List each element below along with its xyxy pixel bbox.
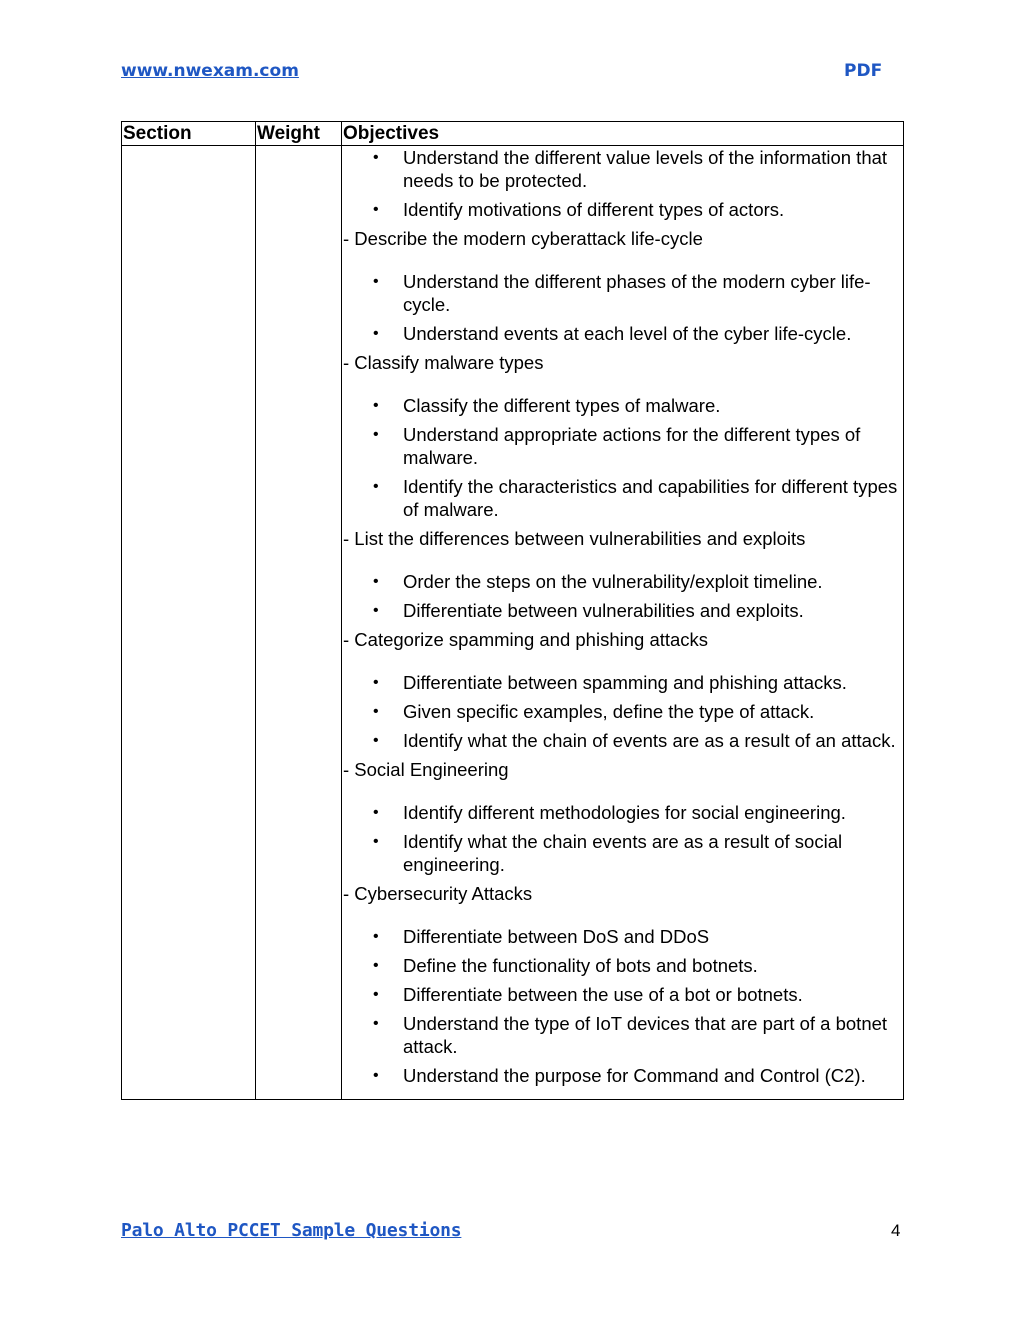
objective-bullet: • Given specific examples, define the type of attack. [342, 700, 903, 723]
objective-bullet-list [342, 570, 903, 622]
objective-bullet: • Identify what the chain of events are as a result of an attack. [342, 729, 903, 752]
section-cell [122, 146, 256, 1100]
objective-bullet: • Understand appropriate actions for the different types of malware. [342, 423, 903, 469]
table-row [122, 146, 904, 1100]
objective-bullet-list [342, 270, 903, 345]
objective-bullet: • Order the steps on the vulnerability/exploit timeline. [342, 570, 903, 593]
page-number: 4 [891, 1221, 901, 1240]
objective-group-title: - List the differences between vulnerabilities and exploits [343, 528, 806, 549]
objective-group-title: - Describe the modern cyberattack life-cycle [343, 228, 703, 249]
objective-group [342, 227, 903, 345]
objective-group [342, 527, 903, 622]
objective-group [342, 758, 903, 876]
objective-groups [342, 227, 903, 1087]
objective-bullet: • Understand the type of IoT devices that are part of a botnet attack. [342, 1012, 903, 1058]
weight-cell [256, 146, 342, 1100]
table-header-row [122, 122, 904, 146]
objective-bullet: • Identify different methodologies for social engineering. [342, 801, 903, 824]
objective-bullet-list [342, 801, 903, 876]
objective-group-title: - Cybersecurity Attacks [343, 883, 533, 904]
objectives-table [121, 121, 904, 1100]
footer-title-link[interactable]: Palo Alto PCCET Sample Questions [121, 1220, 462, 1241]
objective-bullet: • Identify the characteristics and capabilities for different types of malware. [342, 475, 903, 521]
objective-bullet: • Understand the purpose for Command and Control (C2). [342, 1064, 903, 1087]
objective-bullet: • Differentiate between vulnerabilities and exploits. [342, 599, 903, 622]
objective-bullet: • Differentiate between the use of a bot or botnets. [342, 983, 903, 1006]
header-weight: Weight [256, 122, 342, 146]
objective-bullet: • Understand the different value levels of the information that needs to be protected. [342, 146, 903, 192]
objective-group [342, 882, 903, 1087]
objective-bullet: • Differentiate between spamming and phishing attacks. [342, 671, 903, 694]
objectives-cell [342, 146, 904, 1100]
objective-bullet-list [342, 394, 903, 521]
objective-bullet: • Classify the different types of malware. [342, 394, 903, 417]
intro-bullet-list [342, 146, 903, 221]
header-objectives: Objectives [342, 122, 904, 146]
header-section: Section [122, 122, 256, 146]
objective-bullet-list [342, 925, 903, 1087]
objective-bullet: • Differentiate between DoS and DDoS [342, 925, 903, 948]
objective-bullet: • Understand the different phases of the modern cyber life-cycle. [342, 270, 903, 316]
site-link[interactable]: www.nwexam.com [121, 61, 299, 81]
objective-bullet: • Understand events at each level of the cyber life-cycle. [342, 322, 903, 345]
objective-bullet: • Identify what the chain events are as a result of social engineering. [342, 830, 903, 876]
objective-bullet: • Identify motivations of different types of actors. [342, 198, 903, 221]
objective-group-title: - Categorize spamming and phishing attacks [343, 629, 709, 650]
objective-bullet-list [342, 671, 903, 752]
objective-group-title: - Classify malware types [343, 352, 544, 373]
objective-group-title: - Social Engineering [343, 759, 509, 780]
objective-bullet: • Define the functionality of bots and botnets. [342, 954, 903, 977]
pdf-link[interactable]: PDF [844, 61, 883, 81]
objective-group [342, 628, 903, 752]
objective-group [342, 351, 903, 521]
